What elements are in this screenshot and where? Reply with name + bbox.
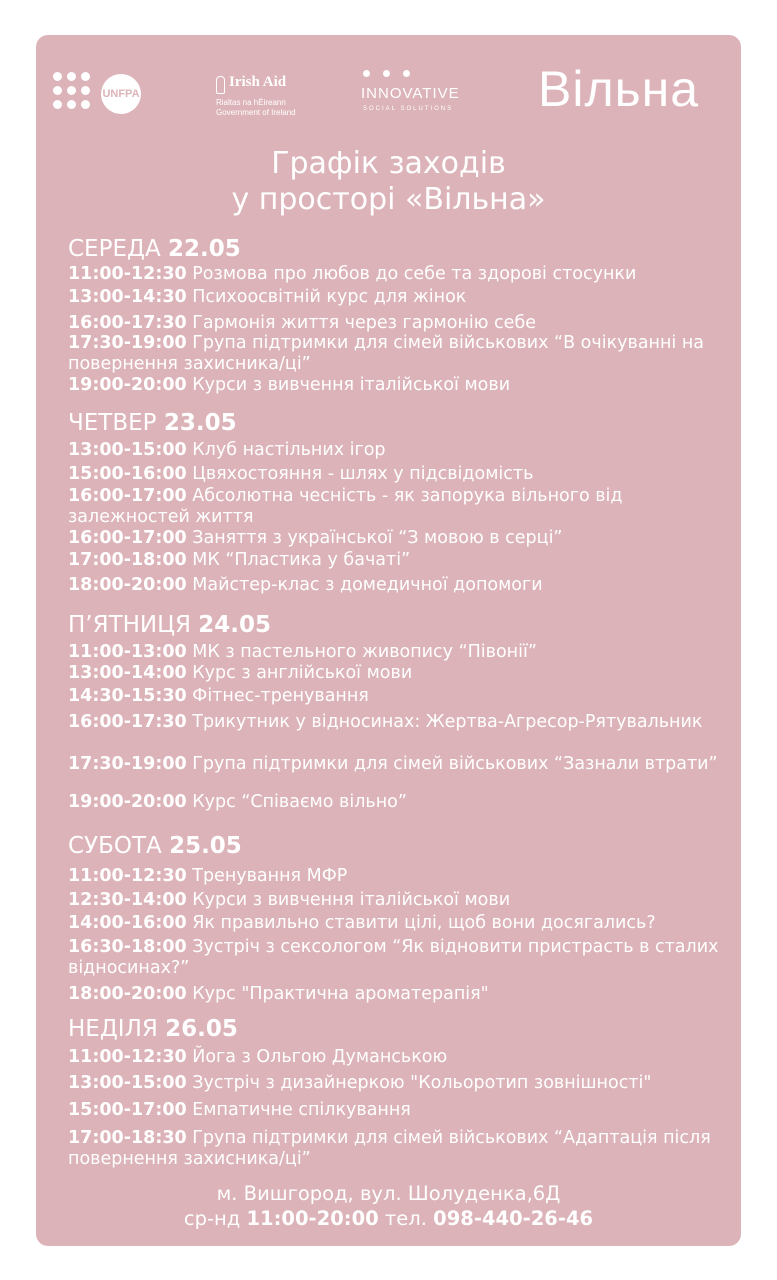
event-item	[68, 792, 733, 813]
event-time: 13:00-15:00	[68, 1073, 187, 1093]
title-line-2: у просторі «Вільна»	[231, 182, 546, 217]
day-heading	[68, 410, 237, 436]
irish-aid-line2: Government of Ireland	[216, 108, 296, 117]
event-text: Клуб настільних ігор	[192, 440, 386, 460]
event-text: Курс “Співаємо вільно”	[192, 792, 407, 812]
event-time: 16:00-17:30	[68, 712, 187, 732]
event-item	[68, 1100, 733, 1121]
event-item	[68, 686, 733, 707]
event-text: Розмова про любов до себе та здорові стосунки	[192, 264, 637, 284]
event-item	[68, 287, 733, 308]
day-heading	[68, 236, 241, 262]
event-time: 11:00-12:30	[68, 1047, 187, 1067]
day-name: СЕРЕДА	[68, 236, 161, 262]
event-time: 19:00-20:00	[68, 375, 187, 395]
event-item	[68, 333, 733, 375]
irish-aid-logo	[216, 74, 326, 120]
hours-line	[36, 1206, 741, 1231]
event-time: 13:00-15:00	[68, 440, 187, 460]
event-time: 14:00-16:00	[68, 913, 187, 933]
event-text: Зустріч з дизайнеркою "Кольоротип зовнішності"	[192, 1073, 652, 1093]
event-text: Фітнес-тренування	[192, 686, 369, 706]
event-text: МК “Пластика у бачаті”	[192, 550, 411, 570]
harp-icon	[216, 76, 225, 94]
day-name: ЧЕТВЕР	[68, 410, 157, 436]
event-time: 14:30-15:30	[68, 686, 187, 706]
event-item	[68, 642, 733, 663]
open-days: ср-нд	[183, 1207, 241, 1230]
day-name: П’ЯТНИЦЯ	[68, 612, 191, 638]
day-date: 22.05	[168, 236, 241, 262]
event-item	[68, 464, 733, 485]
event-item	[68, 1047, 733, 1068]
event-time: 17:30-19:00	[68, 333, 187, 353]
day-date: 24.05	[198, 612, 272, 638]
event-time: 11:00-13:00	[68, 642, 187, 662]
event-time: 19:00-20:00	[68, 792, 187, 812]
event-text: Цвяхостояння - шлях у підсвідомість	[192, 464, 534, 484]
event-text: Абсолютна чесність - як запорука вільного від залежностей життя	[68, 486, 623, 527]
dots-icon	[53, 72, 97, 116]
event-text: Як правильно ставити цілі, щоб вони досягались?	[192, 913, 656, 933]
innovative-title: INNOVATIVE	[361, 85, 460, 102]
unfpa-logo-text: UNFPA	[101, 74, 141, 114]
event-item	[68, 913, 733, 934]
brand-logo: Вільна	[538, 61, 700, 117]
event-time: 17:00-18:00	[68, 550, 187, 570]
innovative-subtitle: SOCIAL SOLUTIONS	[363, 106, 454, 112]
event-time: 16:00-17:00	[68, 528, 187, 548]
event-item	[68, 375, 733, 396]
event-text: Йога з Ольгою Думанською	[192, 1047, 448, 1067]
event-item	[68, 550, 733, 571]
event-text: Заняття з української “З мовою в серці”	[192, 528, 563, 548]
event-text: Гармонія життя через гармонію себе	[192, 313, 537, 333]
event-item	[68, 1128, 733, 1170]
event-time: 13:00-14:00	[68, 663, 187, 683]
event-time: 16:30-18:00	[68, 937, 187, 957]
event-text: Тренування МФР	[192, 866, 348, 886]
event-time: 16:00-17:00	[68, 486, 187, 506]
event-time: 15:00-17:00	[68, 1100, 187, 1120]
irish-aid-line1: Rialtas na hÉireann	[216, 98, 286, 107]
event-text: Група підтримки для сімей військових “Зазнали втрати”	[192, 754, 718, 774]
event-item	[68, 866, 733, 887]
day-heading	[68, 612, 271, 638]
event-text: Група підтримки для сімей військових “Адаптація після повернення захисника/ці”	[68, 1128, 711, 1169]
title-line-1: Графік заходів	[271, 146, 506, 181]
phone-number: 098-440-26-46	[433, 1207, 594, 1230]
day-date: 23.05	[163, 410, 237, 436]
day-date: 25.05	[169, 833, 242, 859]
event-time: 18:00-20:00	[68, 984, 187, 1004]
event-text: Зустріч з сексологом “Як відновити пристрасть в сталих відносинах?”	[68, 937, 719, 978]
event-time: 17:30-19:00	[68, 754, 187, 774]
event-item	[68, 663, 733, 684]
event-time: 13:00-14:30	[68, 287, 187, 307]
event-text: Курси з вивчення італійської мови	[192, 375, 511, 395]
event-item	[68, 984, 733, 1005]
event-time: 11:00-12:30	[68, 866, 187, 886]
day-name: НЕДІЛЯ	[68, 1016, 158, 1042]
irish-aid-title: Irish Aid	[229, 74, 287, 90]
event-text: Майстер-клас з домедичної допомоги	[192, 575, 543, 595]
innovative-logo	[361, 70, 481, 118]
event-text: МК з пастельного живопису “Півонії”	[192, 642, 537, 662]
event-item	[68, 890, 733, 911]
day-date: 26.05	[165, 1016, 238, 1042]
event-text: Група підтримки для сімей військових “В очікуванні на повернення захисника/ці”	[68, 333, 705, 374]
day-heading	[68, 1016, 238, 1042]
event-item	[68, 486, 733, 528]
day-heading	[68, 833, 242, 859]
event-item	[68, 575, 733, 596]
three-dots-icon	[363, 70, 423, 80]
open-hours: 11:00-20:00	[246, 1207, 379, 1230]
event-time: 11:00-12:30	[68, 264, 187, 284]
event-text: Емпатичне спілкування	[192, 1100, 411, 1120]
unfpa-logo	[53, 70, 148, 116]
event-text: Курс "Практична ароматерапія"	[192, 984, 489, 1004]
phone-label: тел.	[384, 1207, 427, 1230]
event-item	[68, 937, 733, 979]
event-text: Курси з вивчення італійської мови	[192, 890, 511, 910]
event-time: 18:00-20:00	[68, 575, 187, 595]
event-item	[68, 264, 733, 285]
event-item	[68, 440, 733, 461]
event-time: 17:00-18:30	[68, 1128, 187, 1148]
event-item	[68, 313, 733, 334]
event-text: Трикутник у відносинах: Жертва-Агресор-Рятувальник	[192, 712, 703, 732]
event-item	[68, 1073, 733, 1094]
day-name: СУБОТА	[68, 833, 162, 859]
event-time: 16:00-17:30	[68, 313, 187, 333]
event-item	[68, 712, 733, 733]
event-time: 12:30-14:00	[68, 890, 187, 910]
page-title	[36, 146, 741, 218]
event-text: Курс з англійської мови	[192, 663, 413, 683]
event-text: Психоосвітній курс для жінок	[192, 287, 467, 307]
logo-row	[53, 61, 743, 120]
address: м. Вишгород, вул. Шолуденка,6Д	[216, 1182, 561, 1205]
irish-aid-subtitle	[216, 98, 296, 118]
event-time: 15:00-16:00	[68, 464, 187, 484]
event-item	[68, 754, 733, 775]
event-item	[68, 528, 733, 549]
